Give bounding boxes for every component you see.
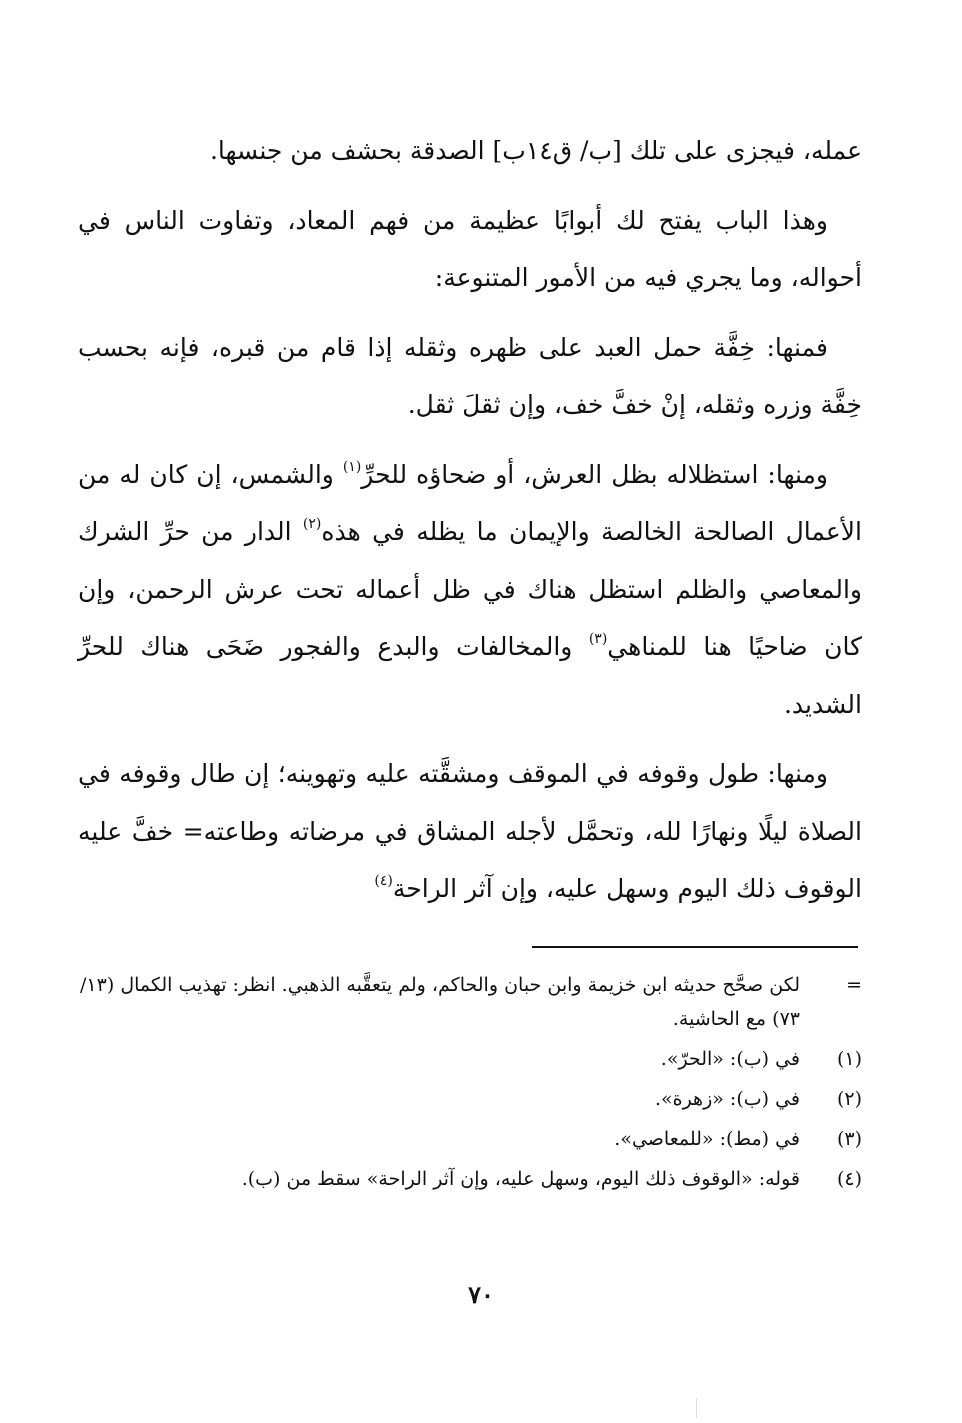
- footnote-mark: (٢): [836, 1088, 862, 1110]
- paragraph-4-part-a: ومنها: استظلاله بظل العرش، أو ضحاؤه للحرِّ: [361, 459, 828, 489]
- footnote-2: [80, 1082, 862, 1116]
- paragraph-5: [78, 745, 862, 918]
- footnote-ref-4: (٤): [374, 873, 393, 889]
- footnote-text: في (مط): «للمعاصي».: [614, 1128, 800, 1150]
- footnote-4: [80, 1162, 862, 1196]
- footnote-ref-1: (١): [342, 458, 362, 475]
- paragraph-4-part-c: الدار من حرِّ الشرك والمعاصي والظلم استظل هناك في ظل أعماله تحت عرش الرحمن، وإن كان ضاحيًا هنا للمناهي: [78, 517, 862, 661]
- footnote-mark: (٣): [836, 1128, 862, 1150]
- footnote-mark: (١): [836, 1048, 862, 1070]
- footnote-3: [80, 1122, 862, 1156]
- footnote-text: لكن صحَّح حديثه ابن خزيمة وابن حبان والحاكم، ولم يتعقَّبه الذهبي. انظر: تهذيب الكمال (١٣/ ٧٣) مع الحاشية.: [80, 974, 800, 1030]
- footnote-text: في (ب): «زهرة».: [654, 1088, 800, 1110]
- footnote-ref-3: (٣): [588, 631, 608, 647]
- paragraph-5-part-a: ومنها: طول وقوفه في الموقف ومشقَّته عليه وتهوينه؛ إن طال وقوفه في الصلاة ليلًا ونهارًا لله، وتحمَّل لأجله المشاق في مرضاته وطاعته= خفَّ عليه الوقوف ذلك اليوم وسهل عليه، وإن آثر الراحة: [78, 759, 862, 903]
- paragraph-1: عمله، فيجزى على تلك [ب/ ق١٤ب] الصدقة بحشف من جنسها.: [209, 136, 862, 165]
- footnote-text: قوله: «الوقوف ذلك اليوم، وسهل عليه، وإن آثر الراحة» سقط من (ب).: [241, 1168, 800, 1190]
- footnote-1: [80, 1042, 862, 1076]
- footnotes: [80, 968, 862, 1202]
- footnote-continuation: [80, 968, 862, 1036]
- paragraph-4: [78, 446, 862, 734]
- scan-mark: [696, 1398, 697, 1418]
- footnote-text: في (ب): «الحرّ».: [660, 1048, 800, 1070]
- paragraph-3: فمنها: خِفَّة حمل العبد على ظهره وثقله إذا قام من قبره، فإنه بحسب خِفَّة وزره وثقله، إنْ خفَّ خف، وإن ثقلَ ثقل.: [78, 332, 862, 419]
- footnote-ref-2: (٢): [302, 516, 322, 532]
- page-number: ٧٠: [468, 1280, 494, 1309]
- footnote-mark: (٤): [836, 1168, 862, 1190]
- paragraph-4-part-b: والشمس، إن كان له من الأعمال الصالحة الخالصة والإيمان ما يظله في هذه: [78, 459, 862, 546]
- footnote-mark: =: [846, 974, 862, 996]
- main-text: [78, 122, 862, 930]
- footnote-separator: [532, 946, 858, 948]
- paragraph-2: وهذا الباب يفتح لك أبوابًا عظيمة من فهم المعاد، وتفاوت الناس في أحواله، وما يجري فيه من الأمور المتنوعة:: [78, 205, 862, 292]
- paragraph-4-part-d: والمخالفات والبدع والفجور ضَحَى هناك للحرِّ الشديد.: [78, 632, 862, 719]
